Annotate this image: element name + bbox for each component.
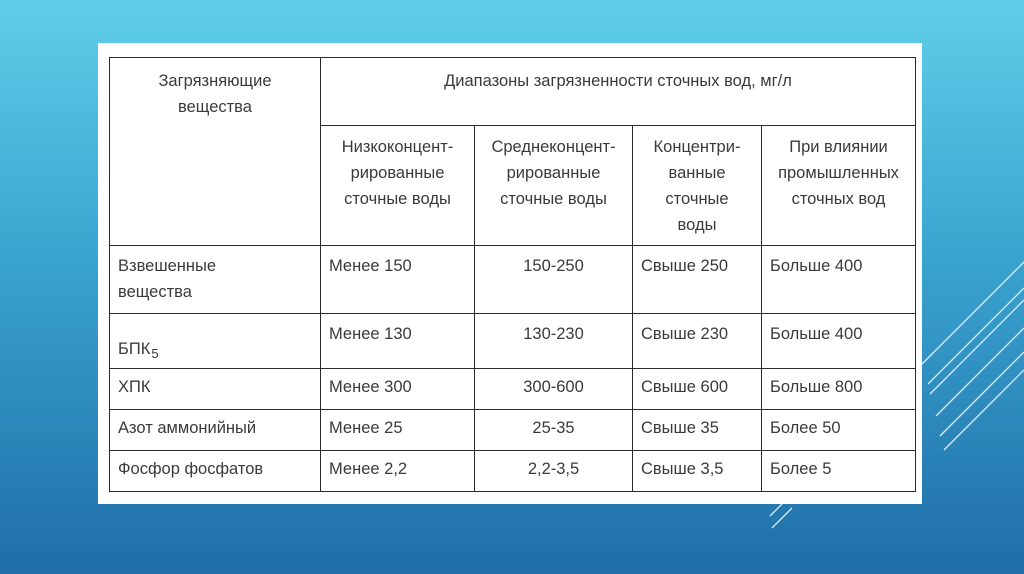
subheader-mid-label: Среднеконцент- рированные сточные воды [491, 138, 616, 208]
row-low [321, 369, 475, 410]
row-mid [475, 246, 633, 314]
row-conc-text: Свыше 600 [641, 378, 729, 396]
row-low-text: Менее 25 [329, 419, 403, 437]
row-name [110, 369, 321, 410]
row-conc-text: Свыше 230 [641, 325, 729, 343]
row-name [110, 314, 321, 369]
row-name-subscript: 5 [151, 346, 159, 361]
row-low-text: Менее 2,2 [329, 460, 408, 478]
table-row [110, 314, 916, 369]
row-conc [633, 246, 762, 314]
header-pollutants-label: Загрязняющие вещества [158, 72, 272, 116]
row-ind-text: Больше 400 [770, 257, 863, 275]
row-name-text: ХПК [118, 378, 151, 396]
subheader-conc [633, 126, 762, 246]
row-ind [762, 410, 916, 451]
row-low [321, 451, 475, 492]
row-name-text: Азот аммонийный [118, 419, 257, 437]
subheader-low-label: Низкоконцент- рированные сточные воды [341, 138, 454, 208]
row-conc-text: Свыше 3,5 [641, 460, 724, 478]
table-row [110, 451, 916, 492]
pollution-table [109, 57, 916, 492]
row-low-text: Менее 150 [329, 257, 412, 275]
row-ind [762, 451, 916, 492]
row-name-text: БПК [118, 340, 151, 358]
row-low [321, 410, 475, 451]
row-conc-text: Свыше 35 [641, 419, 719, 437]
row-conc [633, 314, 762, 369]
header-row [110, 58, 916, 126]
row-name [110, 246, 321, 314]
table-row [110, 369, 916, 410]
table-panel [98, 43, 922, 504]
row-mid [475, 369, 633, 410]
row-ind [762, 369, 916, 410]
row-mid-text: 130-230 [523, 325, 584, 343]
row-low [321, 314, 475, 369]
row-low [321, 246, 475, 314]
subheader-mid [475, 126, 633, 246]
row-ind-text: Более 5 [770, 460, 832, 478]
table-row [110, 410, 916, 451]
row-low-text: Менее 300 [329, 378, 412, 396]
row-mid-text: 25-35 [532, 419, 575, 437]
subheader-ind [762, 126, 916, 246]
header-pollutants [110, 58, 321, 246]
row-ind-text: Больше 400 [770, 325, 863, 343]
row-conc [633, 410, 762, 451]
table-row [110, 246, 916, 314]
row-conc [633, 451, 762, 492]
row-name [110, 410, 321, 451]
row-name-text: Взвешенные вещества [118, 257, 217, 301]
row-low-text: Менее 130 [329, 325, 412, 343]
row-mid [475, 451, 633, 492]
row-mid-text: 300-600 [523, 378, 584, 396]
row-mid [475, 314, 633, 369]
row-mid-text: 150-250 [523, 257, 584, 275]
subheader-conc-label: Концентри- ванные сточные воды [653, 138, 741, 234]
row-name-text: Фосфор фосфатов [118, 460, 264, 478]
row-conc-text: Свыше 250 [641, 257, 729, 275]
row-name [110, 451, 321, 492]
row-mid [475, 410, 633, 451]
row-mid-text: 2,2-3,5 [527, 460, 580, 478]
row-ind-text: Более 50 [770, 419, 841, 437]
row-conc [633, 369, 762, 410]
header-ranges [321, 58, 916, 126]
row-ind [762, 246, 916, 314]
row-ind-text: Больше 800 [770, 378, 863, 396]
row-ind [762, 314, 916, 369]
subheader-ind-label: При влиянии промышленных сточных вод [778, 138, 899, 208]
header-ranges-label: Диапазоны загрязненности сточных вод, мг/л [444, 72, 792, 90]
subheader-low [321, 126, 475, 246]
